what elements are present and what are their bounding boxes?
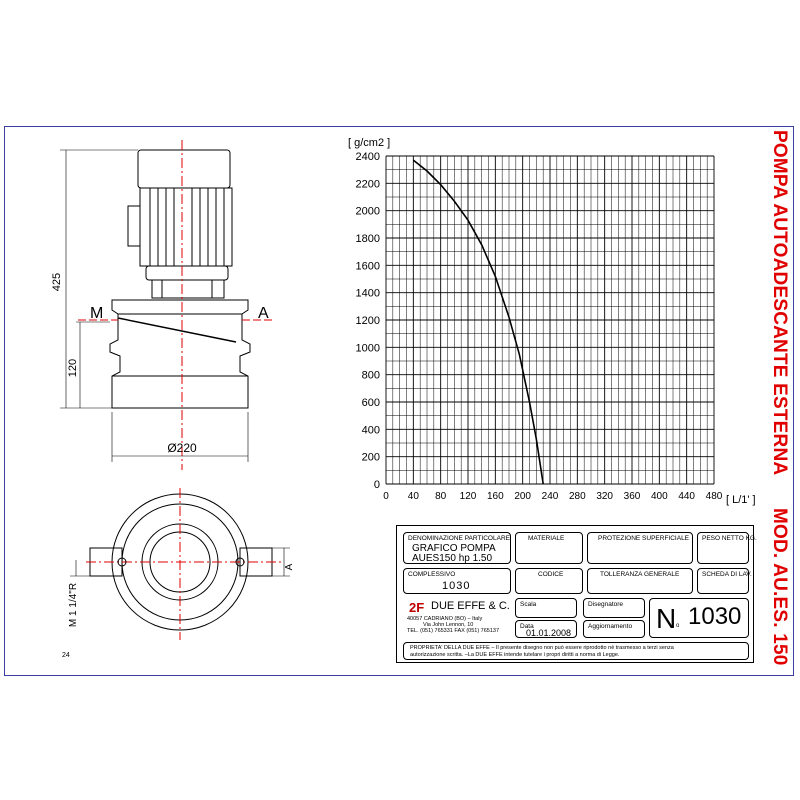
scheda-label: SCHEDA DI LAV.: [702, 571, 752, 578]
proprieta-cell: [403, 642, 749, 660]
peso-label: PESO NETTO KG.: [702, 535, 757, 542]
scala-cell: [515, 598, 577, 618]
scala-label: Scala: [520, 601, 537, 608]
y-axis-label: [ g/cm2 ]: [348, 137, 391, 149]
codice-cell: [515, 568, 583, 594]
x-axis-label: [ L/1' ]: [726, 494, 756, 506]
company-name: DUE EFFE & C.: [431, 600, 510, 612]
pump-curve-line: [413, 160, 543, 484]
proprieta-text-2: autorizzazione scritta. –La DUE EFFE intende tutelare i propri diritti a norma di Legge.: [410, 652, 620, 658]
company-address-1: 40057 CADRIANO (BO) – Italy: [407, 616, 483, 622]
title-block: [396, 525, 757, 663]
x-tick-label: 280: [568, 491, 586, 502]
y-tick-label: 800: [361, 369, 380, 382]
y-tick-label: 400: [361, 424, 380, 437]
y-tick-label: 1000: [355, 342, 380, 355]
x-tick-label: 360: [623, 491, 641, 502]
complessivo-value: 1030: [442, 580, 471, 592]
data-label: Data: [520, 623, 534, 630]
numero-dot: o: [676, 623, 680, 629]
aggiornamento-cell: [583, 620, 645, 638]
dim-diameter-label: Ø220: [167, 441, 197, 455]
port-a-label: A: [258, 305, 269, 322]
peso-cell: [697, 532, 757, 564]
y-tick-labels: [356, 151, 380, 491]
company-logo: 2F: [409, 600, 425, 615]
denominazione-value-1: GRAFICO POMPA: [412, 543, 496, 554]
tolleranza-label: TOLLERANZA GENERALE: [600, 571, 680, 578]
codice-label: CODICE: [538, 571, 564, 578]
vertical-title: [754, 130, 794, 670]
y-tick-label: 200: [361, 451, 380, 464]
x-tick-label: 40: [407, 491, 419, 502]
y-tick-label: 600: [361, 397, 380, 409]
y-tick-label: 2000: [355, 205, 380, 218]
x-tick-label: 120: [459, 491, 477, 502]
y-tick-label: 0: [373, 479, 380, 491]
aggiornamento-label: Aggiornamento: [588, 623, 633, 630]
chart-grid: [386, 156, 714, 484]
title-pump-type: POMPA AUTOADESCANTE ESTERNA: [769, 130, 790, 476]
port-a-topview-label: A: [284, 563, 295, 571]
materiale-cell: [515, 532, 583, 564]
y-tick-label: 2400: [355, 151, 380, 163]
company-phone: TEL. (051) 765331 FAX (051) 765137: [407, 628, 500, 634]
protezione-cell: [587, 532, 693, 564]
chart-series: [413, 160, 543, 484]
protezione-label: PROTEZIONE SUPERFICIALE: [598, 535, 690, 542]
scheda-cell: [697, 568, 752, 594]
disegnatore-cell: [583, 598, 645, 618]
port-m-label: M: [90, 305, 104, 322]
data-cell: [515, 620, 577, 638]
numero-prefix: N: [656, 603, 677, 634]
x-tick-label: 240: [541, 491, 559, 502]
dim-120-label: 120: [67, 358, 79, 378]
company-cell: [403, 598, 511, 636]
company-address-2: Via John Lennon, 10: [423, 622, 474, 628]
y-tick-label: 1400: [355, 287, 380, 300]
x-tick-label: 80: [435, 491, 447, 502]
complessivo-cell: [403, 568, 511, 594]
numero-cell: [649, 598, 749, 638]
x-tick-label: 160: [486, 491, 504, 502]
thread-label: M 1 1/4"R: [68, 582, 79, 628]
dim-425-label: 425: [51, 272, 63, 292]
disegnatore-label: Disegnatore: [588, 601, 624, 608]
denominazione-cell: [403, 532, 511, 564]
page-number: 24: [62, 652, 70, 659]
numero-value: 1030: [688, 603, 742, 630]
x-tick-label: 320: [596, 491, 614, 502]
x-tick-label: 0: [383, 491, 389, 502]
materiale-label: MATERIALE: [528, 535, 565, 542]
denominazione-label: DENOMINAZIONE PARTICOLARE: [408, 535, 510, 542]
denominazione-value-2: AUES150 hp 1.50: [412, 553, 493, 564]
y-tick-label: 1800: [355, 233, 380, 245]
x-tick-label: 200: [514, 491, 532, 502]
x-tick-labels: [383, 491, 723, 502]
data-value: 01.01.2008: [526, 628, 572, 638]
tolleranza-cell: [587, 568, 693, 594]
complessivo-label: COMPLESSIVO: [408, 571, 456, 578]
y-tick-label: 1600: [355, 260, 380, 273]
y-tick-label: 2200: [355, 178, 380, 191]
title-model: MOD. AU.ES. 150: [769, 508, 790, 666]
proprieta-text-1: PROPRIETA' DELLA DUE EFFE – Il presente disegno non può essere riprodotto nè trasmesso a terzi senza: [410, 645, 674, 651]
pump-curve-chart: [330, 130, 770, 520]
x-tick-label: 440: [678, 491, 696, 502]
x-tick-label: 400: [650, 491, 668, 502]
x-tick-label: 480: [705, 491, 723, 502]
y-tick-label: 1200: [355, 315, 380, 327]
